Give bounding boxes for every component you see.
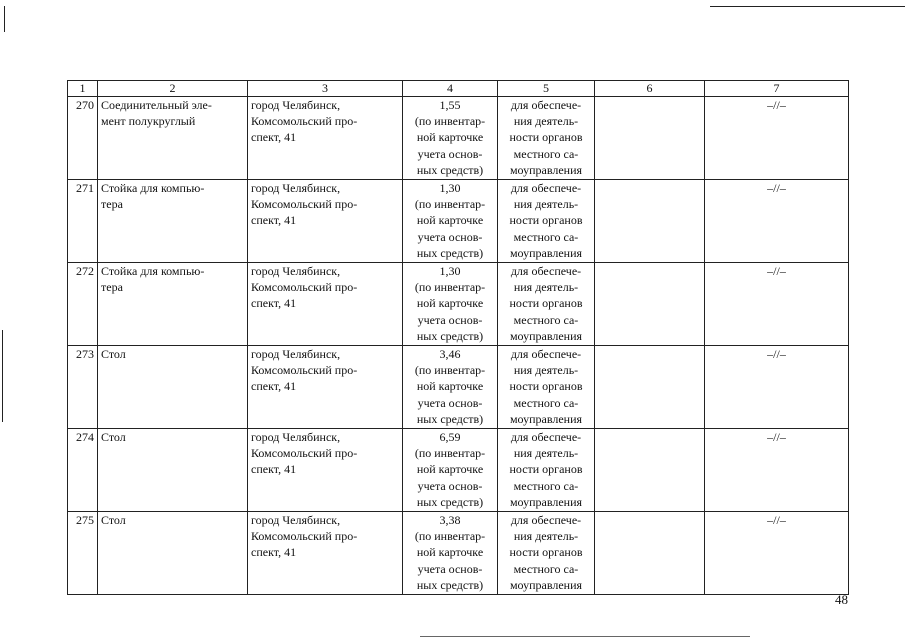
item-name-line: Стойка для компью- xyxy=(101,264,205,278)
item-name-cell xyxy=(98,512,248,595)
value-line: 1,55 xyxy=(439,98,461,112)
item-name-line: тера xyxy=(101,280,123,295)
column-6-cell xyxy=(595,180,705,263)
column-7-cell: –//– xyxy=(705,429,849,512)
column-7-cell: –//– xyxy=(705,180,849,263)
item-name-cell xyxy=(98,346,248,429)
purpose-line: моуправления xyxy=(509,577,583,592)
address-line: спект, 41 xyxy=(251,462,297,477)
purpose-cell xyxy=(498,263,595,346)
value-line: учета основ- xyxy=(417,395,483,410)
column-7-cell: –//– xyxy=(705,512,849,595)
item-name-cell xyxy=(98,429,248,512)
address-line: Комсомольский про- xyxy=(251,197,358,212)
table-header-row xyxy=(68,81,849,97)
value-line: 1,30 xyxy=(439,181,461,195)
address-line: Комсомольский про- xyxy=(251,114,358,129)
purpose-line: местного са- xyxy=(513,395,579,410)
value-line: 6,59 xyxy=(439,430,461,444)
column-header-3: 3 xyxy=(248,81,403,97)
purpose-line: ности органов xyxy=(509,296,583,311)
value-line: ных средств) xyxy=(416,494,484,509)
page-number: 48 xyxy=(835,592,848,607)
purpose-line: ния деятель- xyxy=(513,363,579,378)
column-6-cell xyxy=(595,429,705,512)
column-header-7: 7 xyxy=(705,81,849,97)
address-cell xyxy=(248,512,403,595)
purpose-cell xyxy=(498,346,595,429)
column-7-cell: –//– xyxy=(705,263,849,346)
item-name-line: Стол xyxy=(101,347,126,361)
table-row xyxy=(68,512,849,595)
item-name-cell xyxy=(98,97,248,180)
value-line: ных средств) xyxy=(416,162,484,177)
address-cell xyxy=(248,180,403,263)
value-line: (по инвентар- xyxy=(414,197,486,212)
value-line: (по инвентар- xyxy=(414,529,486,544)
row-number-cell: 272 xyxy=(68,263,98,346)
address-line: Комсомольский про- xyxy=(251,529,358,544)
purpose-line: местного са- xyxy=(513,146,579,161)
address-line: Комсомольский про- xyxy=(251,280,358,295)
purpose-line: ния деятель- xyxy=(513,197,579,212)
value-cell xyxy=(403,263,498,346)
column-6-cell xyxy=(595,263,705,346)
scan-edge-line-top xyxy=(710,6,905,7)
address-line: Комсомольский про- xyxy=(251,446,358,461)
column-6-cell xyxy=(595,512,705,595)
purpose-line: ния деятель- xyxy=(513,114,579,129)
address-line: спект, 41 xyxy=(251,213,297,228)
purpose-line: ности органов xyxy=(509,545,583,560)
purpose-line: ния деятель- xyxy=(513,446,579,461)
purpose-line: моуправления xyxy=(509,494,583,509)
value-line: 3,38 xyxy=(439,513,461,527)
item-name-line: Стол xyxy=(101,513,126,527)
value-line: учета основ- xyxy=(417,146,483,161)
value-line: ной карточке xyxy=(416,213,484,228)
address-line: город Челябинск, xyxy=(251,98,341,112)
value-line: (по инвентар- xyxy=(414,280,486,295)
purpose-cell xyxy=(498,180,595,263)
purpose-cell xyxy=(498,512,595,595)
item-name-line: мент полукруглый xyxy=(101,114,196,129)
value-line: ной карточке xyxy=(416,379,484,394)
item-name-line: Соединительный эле- xyxy=(101,98,212,112)
row-number-cell: 275 xyxy=(68,512,98,595)
scan-edge-line-left-lower xyxy=(2,330,3,422)
item-name-cell xyxy=(98,180,248,263)
purpose-line: моуправления xyxy=(509,411,583,426)
address-line: город Челябинск, xyxy=(251,347,341,361)
address-line: город Челябинск, xyxy=(251,513,341,527)
value-line: учета основ- xyxy=(417,478,483,493)
item-name-line: Стойка для компью- xyxy=(101,181,205,195)
purpose-line: для обеспече- xyxy=(510,513,582,527)
row-number-cell: 274 xyxy=(68,429,98,512)
value-line: ной карточке xyxy=(416,462,484,477)
column-7-cell: –//– xyxy=(705,346,849,429)
value-line: учета основ- xyxy=(417,312,483,327)
item-name-line: тера xyxy=(101,197,123,212)
address-line: спект, 41 xyxy=(251,379,297,394)
column-header-6: 6 xyxy=(595,81,705,97)
purpose-line: для обеспече- xyxy=(510,98,582,112)
address-cell xyxy=(248,263,403,346)
address-line: город Челябинск, xyxy=(251,264,341,278)
column-header-2: 2 xyxy=(98,81,248,97)
value-line: учета основ- xyxy=(417,561,483,576)
purpose-line: местного са- xyxy=(513,478,579,493)
value-line: учета основ- xyxy=(417,229,483,244)
purpose-line: ности органов xyxy=(509,462,583,477)
value-line: 1,30 xyxy=(439,264,461,278)
address-line: город Челябинск, xyxy=(251,430,341,444)
value-line: (по инвентар- xyxy=(414,363,486,378)
address-line: спект, 41 xyxy=(251,130,297,145)
value-line: (по инвентар- xyxy=(414,446,486,461)
value-cell xyxy=(403,180,498,263)
address-cell xyxy=(248,97,403,180)
value-line: (по инвентар- xyxy=(414,114,486,129)
purpose-line: ности органов xyxy=(509,213,583,228)
purpose-line: для обеспече- xyxy=(510,181,582,195)
address-line: спект, 41 xyxy=(251,545,297,560)
table-row xyxy=(68,180,849,263)
scan-edge-line-left xyxy=(4,6,5,32)
row-number-cell: 270 xyxy=(68,97,98,180)
purpose-line: для обеспече- xyxy=(510,347,582,361)
purpose-line: моуправления xyxy=(509,245,583,260)
scan-edge-line-bottom xyxy=(420,636,750,637)
purpose-line: ния деятель- xyxy=(513,529,579,544)
value-cell xyxy=(403,97,498,180)
table-row xyxy=(68,429,849,512)
purpose-line: ности органов xyxy=(509,379,583,394)
value-line: ных средств) xyxy=(416,245,484,260)
column-6-cell xyxy=(595,346,705,429)
value-line: ной карточке xyxy=(416,296,484,311)
row-number-cell: 273 xyxy=(68,346,98,429)
address-cell xyxy=(248,346,403,429)
purpose-line: моуправления xyxy=(509,162,583,177)
purpose-line: для обеспече- xyxy=(510,264,582,278)
address-line: город Челябинск, xyxy=(251,181,341,195)
value-cell xyxy=(403,429,498,512)
purpose-line: местного са- xyxy=(513,561,579,576)
value-line: ной карточке xyxy=(416,130,484,145)
table-row xyxy=(68,263,849,346)
column-7-cell: –//– xyxy=(705,97,849,180)
table-row xyxy=(68,346,849,429)
row-number-cell: 271 xyxy=(68,180,98,263)
purpose-line: для обеспече- xyxy=(510,430,582,444)
column-header-1: 1 xyxy=(68,81,98,97)
purpose-line: ности органов xyxy=(509,130,583,145)
property-register-table xyxy=(67,80,849,595)
column-header-5: 5 xyxy=(498,81,595,97)
column-6-cell xyxy=(595,97,705,180)
value-cell xyxy=(403,346,498,429)
value-cell xyxy=(403,512,498,595)
address-line: спект, 41 xyxy=(251,296,297,311)
value-line: ных средств) xyxy=(416,328,484,343)
address-cell xyxy=(248,429,403,512)
column-header-4: 4 xyxy=(403,81,498,97)
value-line: 3,46 xyxy=(439,347,461,361)
purpose-line: местного са- xyxy=(513,312,579,327)
table-row xyxy=(68,97,849,180)
purpose-line: ния деятель- xyxy=(513,280,579,295)
purpose-line: местного са- xyxy=(513,229,579,244)
purpose-cell xyxy=(498,97,595,180)
purpose-line: моуправления xyxy=(509,328,583,343)
value-line: ной карточке xyxy=(416,545,484,560)
purpose-cell xyxy=(498,429,595,512)
item-name-cell xyxy=(98,263,248,346)
value-line: ных средств) xyxy=(416,577,484,592)
value-line: ных средств) xyxy=(416,411,484,426)
item-name-line: Стол xyxy=(101,430,126,444)
address-line: Комсомольский про- xyxy=(251,363,358,378)
